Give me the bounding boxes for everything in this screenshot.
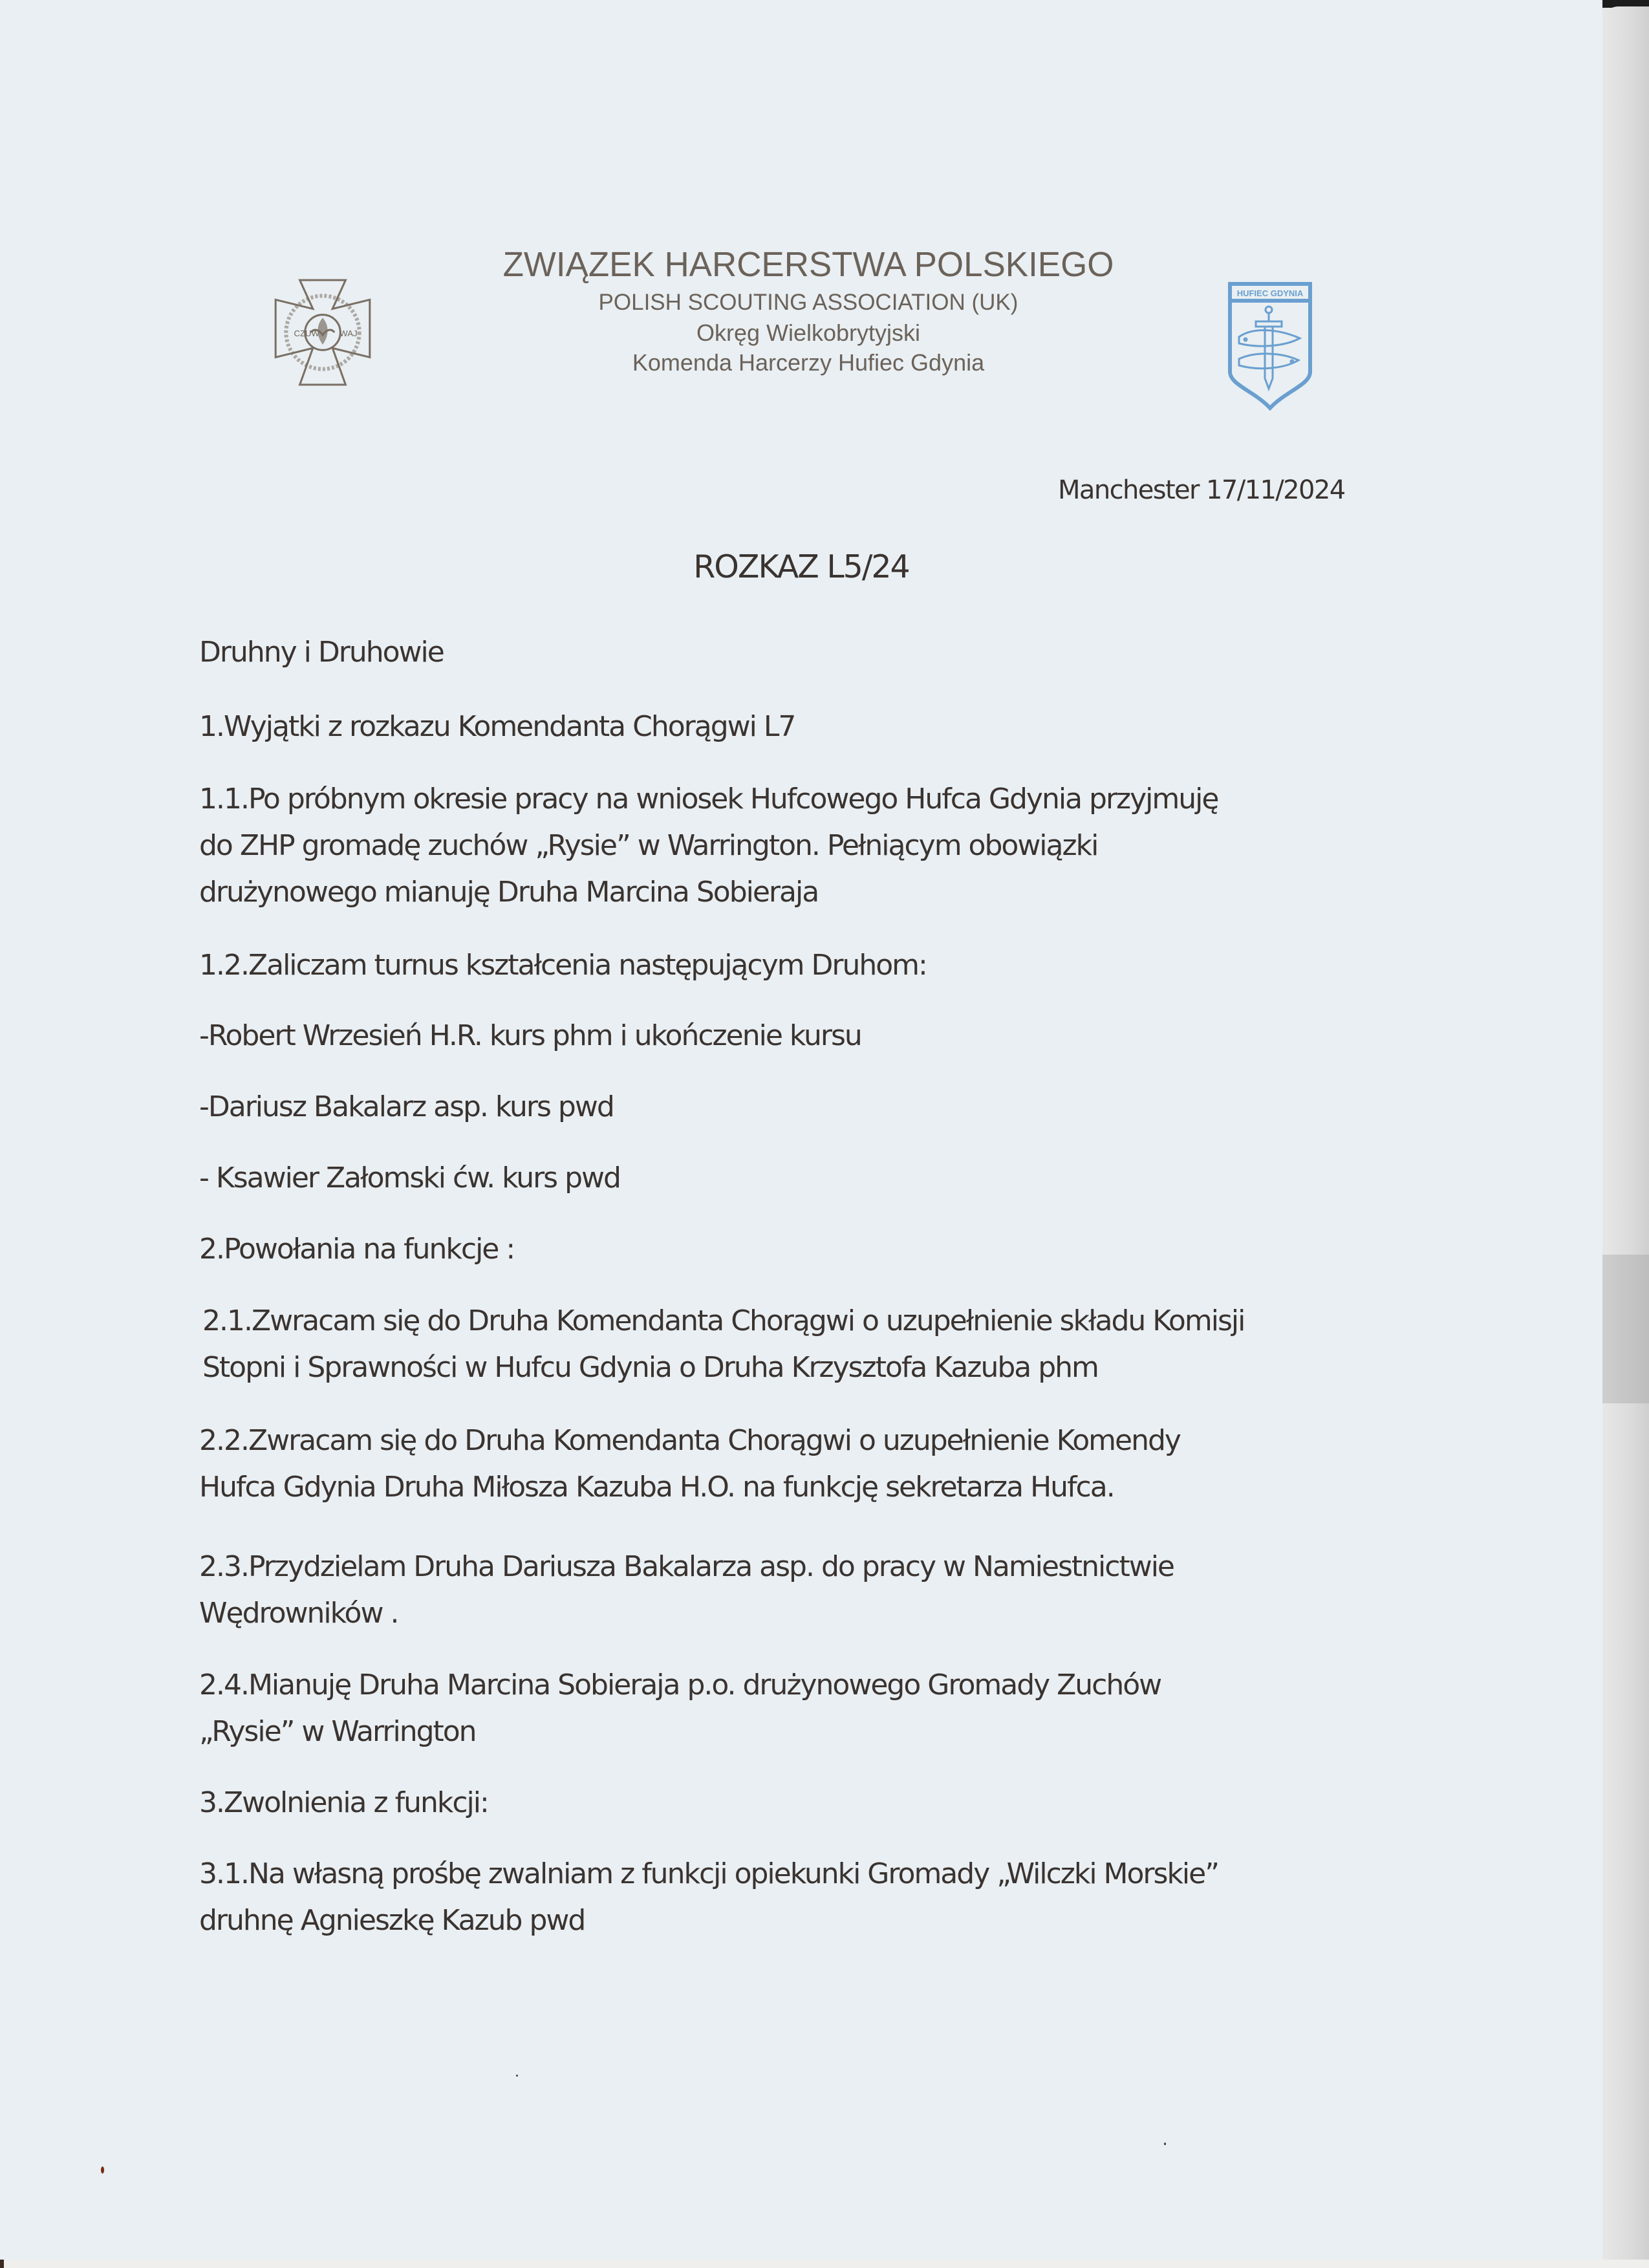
- line: Stopni i Sprawności w Hufcu Gdynia o Druha Krzysztofa Kazuba phm: [202, 1351, 1098, 1384]
- paragraph-2-4: [199, 1662, 1161, 1755]
- hufiec-gdynia-shield-icon: [1227, 281, 1313, 411]
- section-1-heading: [199, 704, 795, 750]
- scan-speck: [101, 2166, 104, 2174]
- scout-cross-icon: [270, 275, 375, 390]
- list-item: [199, 1084, 614, 1130]
- letterhead: [388, 244, 1229, 376]
- scan-speck: [1164, 2143, 1166, 2145]
- paragraph-1-2: [199, 942, 927, 989]
- line: -Robert Wrzesień H.R. kurs phm i ukończenie kursu: [199, 1019, 861, 1052]
- line: 1.Wyjątki z rozkazu Komendanta Chorągwi L7: [199, 710, 795, 743]
- page-bottom-edge: [0, 2260, 1649, 2268]
- unit-name: Komenda Harcerzy Hufiec Gdynia: [632, 349, 985, 376]
- paragraph-2-3: [199, 1544, 1174, 1637]
- list-item: [199, 1155, 620, 1202]
- line: Wędrowników .: [199, 1597, 398, 1630]
- place-date: Manchester 17/11/2024: [1058, 475, 1345, 505]
- line: 1.2.Zaliczam turnus kształcenia następującym Druhom:: [199, 949, 927, 982]
- line: 1.1.Po próbnym okresie pracy na wniosek Hufcowego Hufca Gdynia przyjmuję: [199, 783, 1218, 815]
- scan-speck: [516, 2075, 518, 2077]
- line: 2.3.Przydzielam Druha Dariusza Bakalarza asp. do pracy w Namiestnictwie: [199, 1550, 1174, 1583]
- line: 3.Zwolnienia z funkcji:: [199, 1786, 488, 1819]
- paragraph-3-1: [199, 1851, 1218, 1944]
- line: 3.1.Na własną prośbę zwalniam z funkcji opiekunki Gromady „Wilczki Morskie”: [199, 1857, 1219, 1890]
- paragraph-2-1: [202, 1298, 1244, 1391]
- district-name: Okręg Wielkobrytyjski: [696, 319, 921, 346]
- scanner-shadow: [1600, 1255, 1649, 1403]
- line: 2.2.Zwracam się do Druha Komendanta Chorągwi o uzupełnienie Komendy: [199, 1424, 1180, 1457]
- shield-banner-text: HUFIEC GDYNIA: [1236, 288, 1304, 298]
- paragraph-2-2: [199, 1418, 1180, 1511]
- section-3-heading: [199, 1780, 488, 1826]
- paragraph-1-1: [199, 776, 1218, 916]
- scanner-bed: [1600, 6, 1649, 2268]
- line: druhnę Agnieszkę Kazub pwd: [199, 1904, 585, 1937]
- org-name-en: POLISH SCOUTING ASSOCIATION (UK): [598, 290, 1018, 315]
- org-name-pl: ZWIĄZEK HARCERSTWA POLSKIEGO: [502, 245, 1114, 284]
- emblem-text-right: WAJ: [339, 329, 358, 339]
- emblem-text-left: CZUW: [294, 329, 319, 339]
- line: - Ksawier Załomski ćw. kurs pwd: [199, 1161, 620, 1194]
- line: „Rysie” w Warrington: [199, 1715, 476, 1748]
- document-title: ROZKAZ L5/24: [693, 548, 909, 585]
- section-2-heading: [199, 1226, 514, 1273]
- line: 2.4.Mianuję Druha Marcina Sobieraja p.o. drużynowego Gromady Zuchów: [199, 1669, 1161, 1701]
- list-item: [199, 1013, 861, 1059]
- line: do ZHP gromadę zuchów „Rysie” w Warrington. Pełniącym obowiązki: [199, 829, 1098, 862]
- line: -Dariusz Bakalarz asp. kurs pwd: [199, 1090, 614, 1123]
- line: drużynowego mianuję Druha Marcina Sobieraja: [199, 876, 819, 909]
- page-bottom-corner: [0, 2260, 4, 2268]
- line: Hufca Gdynia Druha Miłosza Kazuba H.O. na funkcję sekretarza Hufca.: [199, 1471, 1114, 1504]
- line: 2.1.Zwracam się do Druha Komendanta Chorągwi o uzupełnienie składu Komisji: [202, 1304, 1245, 1337]
- line: 2.Powołania na funkcje :: [199, 1233, 515, 1266]
- greeting: Druhny i Druhowie: [199, 636, 444, 669]
